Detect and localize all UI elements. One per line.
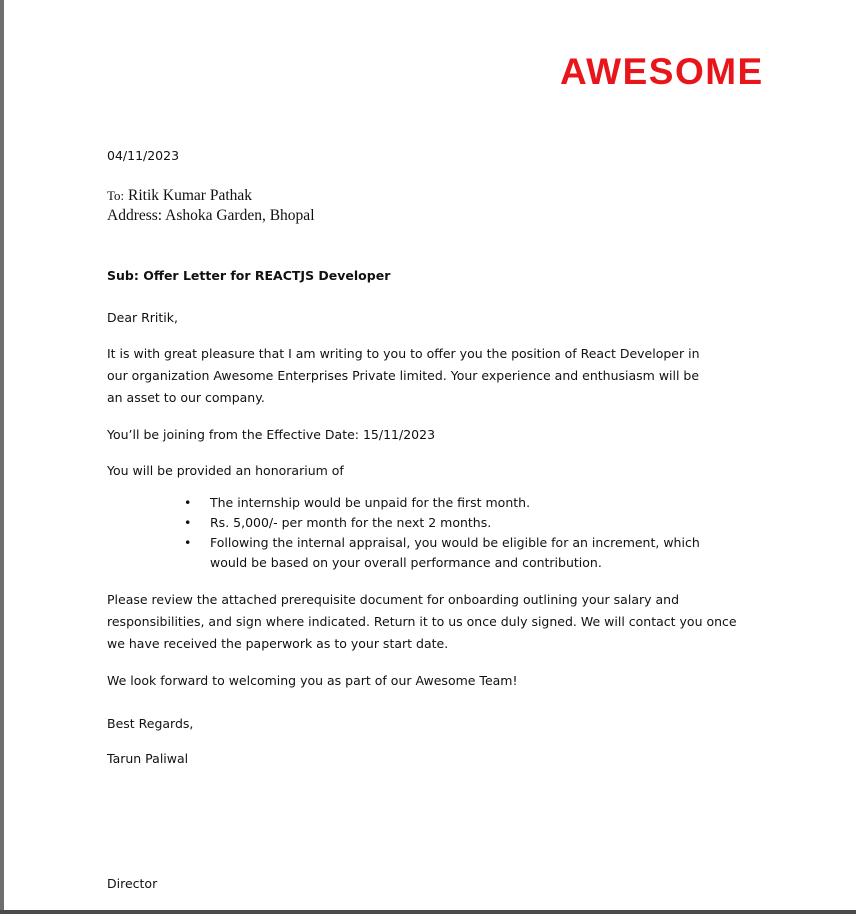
review-paragraph (107, 589, 767, 655)
closing-line: We look forward to welcoming you as part of our Awesome Team! (107, 673, 518, 688)
signatory-designation: Director (107, 876, 158, 891)
list-item-text: The internship would be unpaid for the first month. (210, 495, 531, 510)
honorarium-intro: You will be provided an honorarium of (107, 463, 344, 478)
honorarium-list (184, 493, 700, 573)
letter-date: 04/11/2023 (107, 148, 180, 163)
intro-line: an asset to our company. (107, 390, 265, 405)
company-logo: AWESOME (560, 51, 764, 92)
list-item-text: Following the internal appraisal, you would be eligible for an increment, which (210, 535, 700, 550)
bullet-icon: • (184, 515, 192, 530)
list-item-text: would be based on your overall performance and contribution. (210, 555, 602, 570)
signatory-name: Tarun Paliwal (107, 751, 189, 766)
intro-line: It is with great pleasure that I am writing to you to offer you the position of React Developer in (107, 346, 700, 361)
bullet-icon: • (184, 495, 192, 510)
recipient-line (107, 186, 252, 206)
list-item (184, 533, 700, 573)
review-line: we have received the paperwork as to your start date. (107, 636, 449, 651)
intro-line: our organization Awesome Enterprises Private limited. Your experience and enthusiasm will be (107, 368, 700, 383)
joining-date-line: You’ll be joining from the Effective Date: 15/11/2023 (107, 427, 436, 442)
review-line: Please review the attached prerequisite document for onboarding outlining your salary and (107, 592, 680, 607)
list-item-text: Rs. 5,000/- per month for the next 2 months. (210, 515, 492, 530)
subject-line: Sub: Offer Letter for REACTJS Developer (107, 268, 391, 283)
intro-paragraph (107, 343, 767, 409)
bullet-icon: • (184, 535, 192, 550)
list-item (184, 493, 700, 513)
list-item (184, 513, 700, 533)
recipient-name: Ritik Kumar Pathak (128, 187, 253, 204)
regards: Best Regards, (107, 716, 194, 731)
recipient-address: Address: Ashoka Garden, Bhopal (107, 207, 315, 224)
greeting: Dear Rritik, (107, 310, 178, 325)
to-label: To: (107, 188, 125, 203)
page-bottom-edge (0, 910, 856, 914)
letter-page (4, 0, 856, 910)
review-line: responsibilities, and sign where indicated. Return it to us once duly signed. We will contact you once (107, 614, 737, 629)
